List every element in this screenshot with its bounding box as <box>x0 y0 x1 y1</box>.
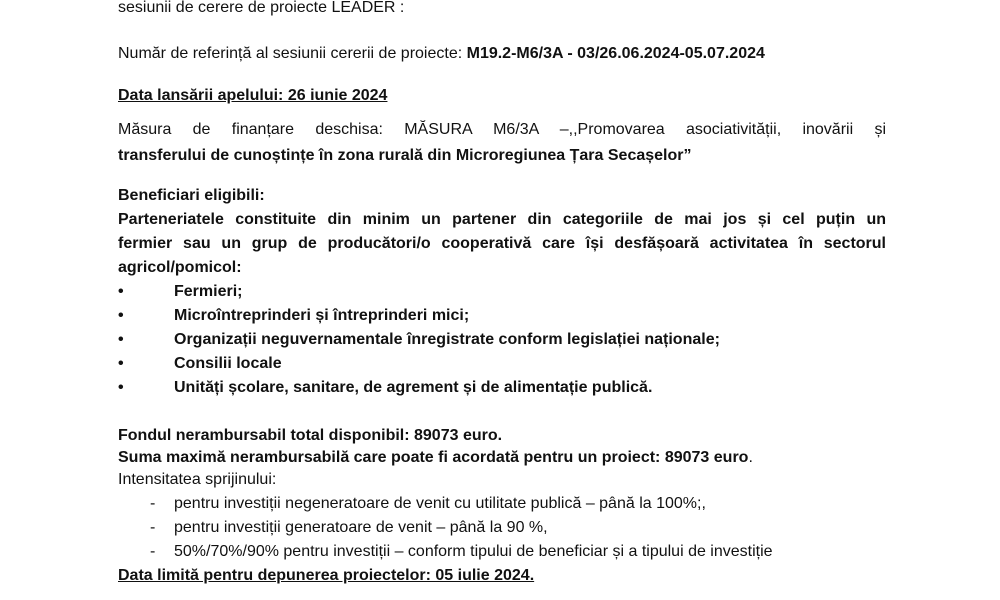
intensity-item-text: pentru investiții negeneratoare de venit cu utilitate publică – până la 100%;, <box>174 495 706 512</box>
bullet-icon: • <box>118 331 124 348</box>
bullet-icon: • <box>118 283 124 300</box>
beneficiaries-heading: Beneficiari eligibili: <box>118 187 265 204</box>
funding-max-suffix: . <box>748 449 753 466</box>
dash-marker: - <box>150 519 156 536</box>
beneficiary-item <box>118 282 888 302</box>
intensity-item <box>118 542 888 562</box>
deadline: Data limită pentru depunerea proiectelor: 05 iulie 2024. <box>118 567 535 584</box>
reference-value: M19.2-M6/3A - 03/26.06.2024-05.07.2024 <box>466 45 765 62</box>
beneficiaries-desc-2: fermier sau un grup de producători/o cooperativă care își desfășoară activitatea în sectorul <box>118 235 886 252</box>
bullet-icon: • <box>118 379 124 396</box>
beneficiary-item-text: Fermieri; <box>174 283 243 300</box>
measure-line-1: Măsura de finanțare deschisa: MĂSURA M6/3A –,,Promovarea asociativității, inovării și <box>118 121 886 138</box>
intensity-item-text: 50%/70%/90% pentru investiții – conform tipului de beneficiar și a tipului de investiție <box>174 543 773 560</box>
bullet-icon: • <box>118 355 124 372</box>
measure-line-2: transferului de cunoștințe în zona rurală din Microregiunea Țara Secașelor” <box>118 147 692 164</box>
reference-label: Număr de referință al sesiunii cererii de proiecte: <box>118 45 467 62</box>
beneficiary-item-text: Organizații neguvernamentale înregistrate conform legislației naționale; <box>174 331 720 348</box>
beneficiary-item <box>118 330 888 350</box>
reference-line <box>118 44 765 64</box>
intensity-item <box>118 494 888 514</box>
intensity-item-text: pentru investiții generatoare de venit – până la 90 %, <box>174 519 548 536</box>
beneficiary-item-text: Microîntreprinderi și întreprinderi mici; <box>174 307 470 324</box>
beneficiary-item-text: Consilii locale <box>174 355 282 372</box>
intensity-heading: Intensitatea sprijinului: <box>118 471 277 488</box>
funding-max: Suma maximă nerambursabilă care poate fi acordată pentru un proiect: 89073 euro <box>118 449 749 466</box>
dash-marker: - <box>150 495 156 512</box>
bullet-icon: • <box>118 307 124 324</box>
dash-marker: - <box>150 543 156 560</box>
beneficiary-item-text: Unități școlare, sanitare, de agrement și de alimentație publică. <box>174 379 653 396</box>
beneficiary-item <box>118 306 888 326</box>
intro-fragment: sesiunii de cerere de proiecte LEADER : <box>118 0 405 16</box>
funding-total: Fondul nerambursabil total disponibil: 89073 euro. <box>118 427 503 444</box>
funding-max-line <box>118 448 753 468</box>
beneficiaries-desc-3: agricol/pomicol: <box>118 259 242 276</box>
beneficiaries-desc-1: Parteneriatele constituite din minim un partener din categoriile de mai jos și cel puțin un <box>118 211 886 228</box>
launch-date: Data lansării apelului: 26 iunie 2024 <box>118 87 388 104</box>
intensity-item <box>118 518 888 538</box>
beneficiary-item <box>118 354 888 374</box>
beneficiary-item <box>118 378 888 398</box>
